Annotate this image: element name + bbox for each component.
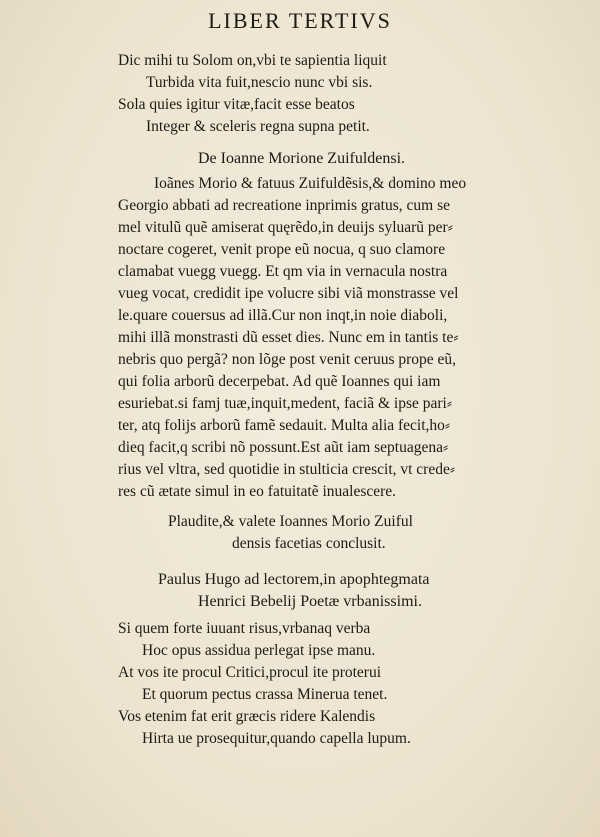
running-title: LIBER TERTIVS (208, 8, 392, 33)
prose-line: Ioãnes Morio & fatuus Zuifuldẽsis,& domino meo (154, 175, 467, 192)
prose-line: noctare cogeret, venit prope eũ nocua, q suo clamore (118, 241, 446, 258)
verse-line: Hoc opus assidua perlegat ipse manu. (142, 642, 376, 659)
prose-line: le.quare couersus ad illã.Cur non inqt,in noie diaboli, (118, 307, 448, 324)
verse-line: At vos ite procul Critici,procul ite proterui (118, 664, 382, 681)
closing-line: Plaudite,& valete Ioannes Morio Zuiful (168, 513, 413, 530)
poem-line: Integer & sceleris regna supna petit. (146, 118, 370, 135)
prose-line: Georgio abbati ad recreatione inprimis gratus, cum se (118, 197, 450, 214)
prose-line: vueg vocat, credidit ipe volucre sibi viã monstrasse vel (118, 285, 459, 302)
poem-line: Turbida vita fuit,nescio nunc vbi sis. (146, 74, 373, 91)
verse-line: Et quorum pectus crassa Minerua tenet. (142, 686, 388, 703)
prose-line: nebris quo pergã? non lõge post venit ceruus prope eũ, (118, 351, 457, 368)
verse-line: Vos etenim fat erit græcis ridere Kalendis (118, 708, 376, 725)
prose-line: mihi illã monstrasti dũ esset dies. Nunc em in tantis te⸗ (118, 329, 459, 346)
prose-line: rius vel vltra, sed quotidie in stulticia crescit, vt crede⸗ (118, 461, 456, 478)
prose-line: qui folia arborũ decerpebat. Ad quẽ Ioannes qui iam (118, 373, 441, 390)
closing-line: densis facetias conclusit. (232, 535, 386, 552)
section-heading: De Ioanne Morione Zuifuldensi. (198, 150, 406, 167)
verse-line: Hirta ue prosequitur,quando capella lupum. (142, 730, 411, 747)
prose-line: dieq facit,q scribi nõ possunt.Est aũt iam septuagena⸗ (118, 439, 449, 456)
verse-line: Si quem forte iuuant risus,vrbanaq verba (118, 620, 371, 637)
poem-line: Dic mihi tu Solom on,vbi te sapientia liquit (118, 52, 387, 69)
epigram-heading: Paulus Hugo ad lectorem,in apophtegmata (158, 571, 430, 588)
prose-line: esuriebat.si famj tuæ,inquit,medent, faciã & ipse pari⸗ (118, 395, 453, 412)
prose-line: res cũ ætate simul in eo fatuitatẽ inualescere. (118, 483, 397, 500)
poem-line: Sola quies igitur vitæ,facit esse beatos (118, 96, 355, 113)
prose-line: clamabat vuegg vuegg. Et qm via in vernacula nostra (118, 263, 448, 280)
epigram-heading: Henrici Bebelij Poetæ vrbanissimi. (198, 593, 422, 610)
prose-line: ter, atq folijs arborũ famẽ sedauit. Multa alia fecit,ho⸗ (118, 417, 451, 434)
prose-line: mel vitulũ quẽ amiserat quęrẽdo,in deuijs syluarũ per⸗ (118, 219, 453, 236)
